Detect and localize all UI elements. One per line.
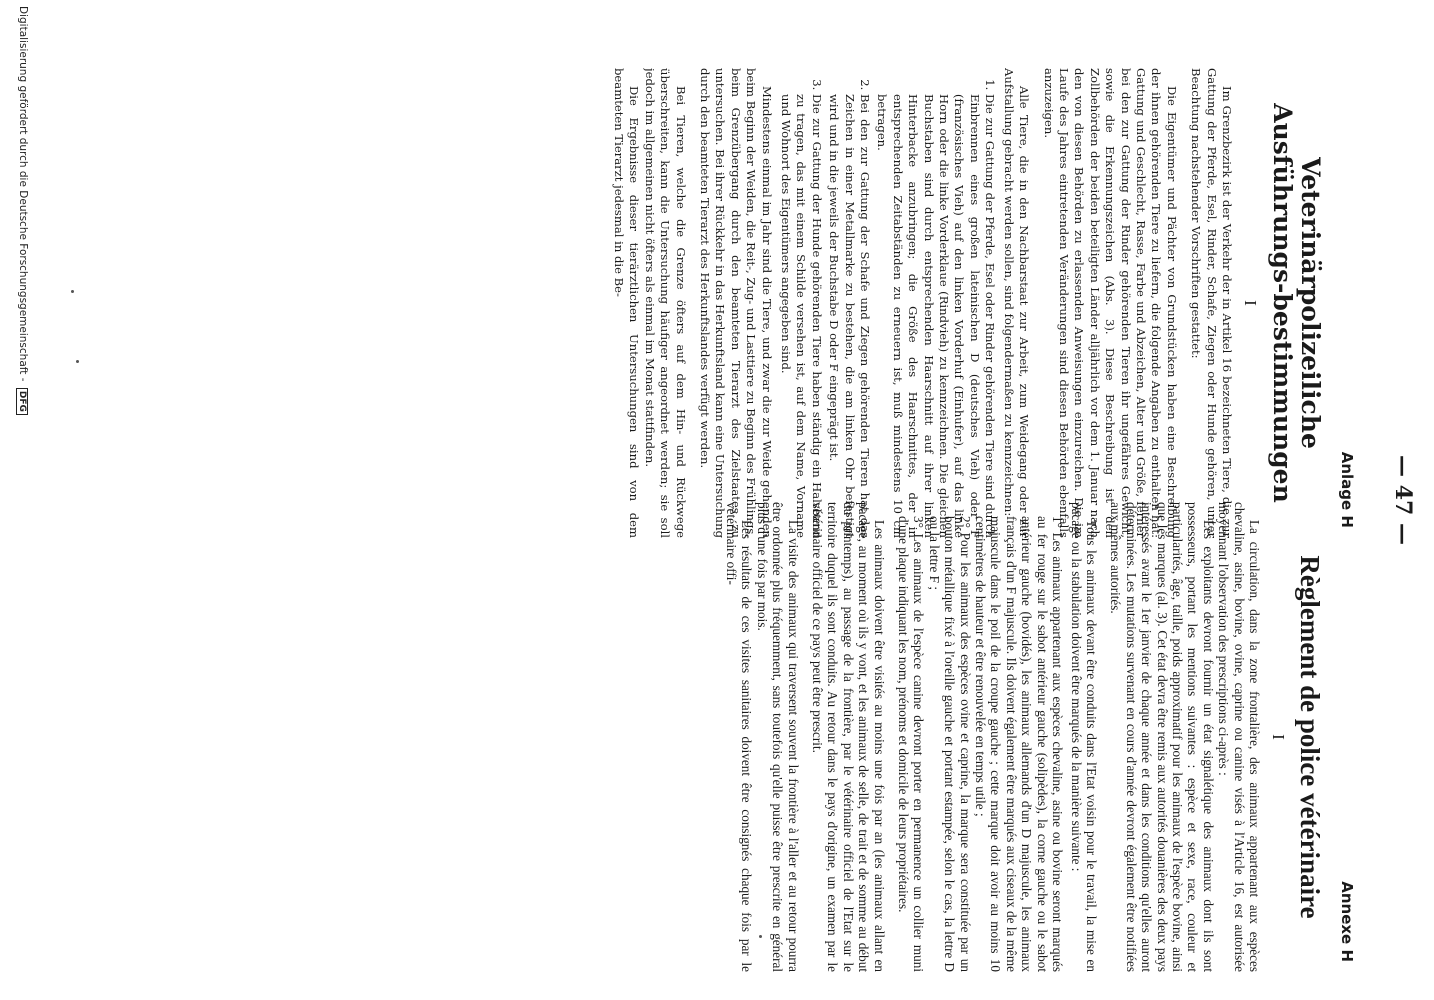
french-list-item: 1° Les animaux appartenant aux espèces chevaline, asine ou bovine seront marqués au fer rouge sur le sabot antérieur gauche (solipèdes), la corne gauche ou le sabot antérieur gauche (bovidés), les animaux allemands d'un D majuscule, les animaux français d'un F majuscule. Ils doivent également être marqués aux ciseaux de la même majuscule dans le poil de la croupe gauche ; cette marque doit avoir au moins 10 centimètres de hauteur et être renouvelée en temps utile ; [973,516,1066,972]
footer-text: Digitalisierung gefördert durch die Deutsche Forschungsgemeinschaft - [17,6,29,382]
french-paragraph: Les animaux doivent être visités au moins une fois par an (les animaux allant en pacage, au moment où ils y vont, et les animaux de selle, de trait et de somme au début du printemps), au passage de la frontière, par le vétérinaire officiel de l'Etat sur le territoire duquel ils sont conduits. Au retour dans le pays d'origine, un examen par le vétérinaire officiel de ce pays peut être prescrit. [810,502,887,972]
german-paragraph: Im Grenzbezirk ist der Verkehr der in Artikel 16 bezeichneten Tiere, die zur Gattung der Pferde, Esel, Rinder, Schafe, Ziegen oder Hunde gehören, unter Beachtung nachstehender Vorschriften gestattet: [1189,68,1234,538]
german-column [326,68,1356,538]
french-paragraph: Les exploitants devront fournir un état signalétique des animaux dont ils sont possesseurs, portant les mentions suivantes : espèce et sexe, race, couleur et particularités, âge, taille, poids approximatif pour les animaux de l'espèce bovine, ainsi que les marques (al. 3). Cet état devra être remis aux autorités douanières des deux pays intéressés avant le 1er janvier de chaque année et dans les conditions qu'elles auront déterminées. Les mutations survenant en cours d'année devront également être notifiées aux mêmes autorités. [1108,502,1216,972]
scan-speck [76,360,79,363]
german-list-item: 3. Die zur Gattung der Hunde gehörenden Tiere haben ständig ein Halsband zu tragen, das mit einem Schilde versehen ist, auf dem Name, Vorname und Wohnort des Eigentümers angegeben sind. [778,94,824,538]
digitization-footer [16,6,29,996]
page-number: — 47 — [1390,455,1416,545]
french-column [326,502,1356,972]
scan-speck [71,290,74,293]
german-annex-label: Anlage H [1338,451,1356,528]
dfg-logo: DFG [16,388,28,415]
german-paragraph: Die Ergebnisse dieser tierärztlichen Untersuchungen sind von dem beamteten Tierarzt jedesmal in die Be- [611,68,642,538]
french-list-item: 3° Les animaux de l'espèce canine devront porter en permanence un collier muni d'une plaque indiquant les nom, prénoms et domicile de leurs propriétaires. [896,516,927,972]
french-paragraph: La circulation, dans la zone frontalière, des animaux appartenant aux espèces chevaline, asine, bovine, ovine, caprine ou canine visés à l'Article 16, est autorisée moyennant l'observation des prescriptions ci-après : [1216,502,1262,972]
french-paragraph: La visite des animaux qui traversent souvent la frontière à l'aller et au retour pourra être ordonnée plus fréquemment, sans toutefois qu'elle puisse être prescrite en général plus d'une fois par mois. [754,502,801,972]
french-annex-label: Annexe H [1338,881,1356,962]
german-paragraph: Alle Tiere, die in den Nachbarstaat zur Arbeit, zum Weidegang oder zur Aufstallung gebracht werden sollen, sind folgendermaßen zu kennzeichnen: [1001,68,1032,538]
german-list-item: 2. Bei den zur Gattung der Schafe und Ziegen gehörenden Tieren hat das Zeichen in einer Metallmarke zu bestehen, die am linken Ohr befestigt wird und in die jeweils der Buchstabe D oder F eingeprägt ist. [826,94,872,538]
french-title: Règlement de police vétérinaire [1295,555,1325,919]
german-paragraph: Die Eigentümer und Pächter von Grundstücken haben eine Beschreibung der ihnen gehörenden Tiere zu liefern, die folgende Angaben zu enthalten hat: Gattung und Geschlecht, Rasse, Farbe und Abzeichen, Alter und Größe, ferner bei den zur Gattung der Rinder gehörenden Tieren ihr ungefähres Gewicht, sowie die Erkennungszeichen (Abs. 3). Diese Beschreibung ist den Zollbehörden der beiden beteiligten Länder alljährlich vor dem 1. Januar nach den von diesen Behörden zu erlassenden Anweisungen einzureichen. Die im Laufe des Jahres eintretenden Veränderungen sind diesen Behörden ebenfalls anzuzeigen. [1041,68,1179,538]
german-paragraph: Mindestens einmal im Jahr sind die Tiere, und zwar die zur Weide gehenden beim Beginn der Weiden, die Reit-, Zug- und Lasttiere zu Beginn des Frühlings, beim Grenzübergang durch den beamteten Tierarzt des Zielstaates zu untersuchen. Bei ihrer Rückkehr in das Herkunftsland kann eine Untersuchung durch den beamteten Tierarzt des Herkunftslandes verfügt werden. [698,68,774,538]
german-title: Veterinärpolizeiliche Ausführungs-bestimmungen [1268,103,1325,503]
german-paragraph: Bei Tieren, welche die Grenze öfters auf dem Hin- und Rückwege überschreiten, kann die Untersuchung häufiger angeordnet werden; sie soll jedoch im allgemeinen nicht öfters als einmal im Monat stattfinden. [642,68,688,538]
french-section-number: I [1269,734,1288,740]
german-section-number: I [1241,300,1260,306]
french-paragraph: Les résultats de ces visites sanitaires doivent être consignés chaque fois par le vétérinaire offi- [724,502,755,972]
french-paragraph: Tous les animaux devant être conduits dans l'Etat voisin pour le travail, la mise en pacage ou la stabulation doivent être marqués de la manière suivante : [1068,502,1099,972]
french-list-item: 2° Pour les animaux des espèces ovine et caprine, la marque sera constituée par un bouton métallique fixé à l'oreille gauche et portant estampée, selon le cas, la lettre D ou la lettre F ; [926,516,973,972]
german-list-item: 1. Die zur Gattung der Pferde, Esel oder Rinder gehörenden Tiere sind durch Einbrennen eines großen lateinischen D (deutsches Vieh) oder F (französisches Vieh) auf den linken Vorderhuf (Einhufer), auf das linke Horn oder die linke Vorderklaue (Rindvieh) zu kennzeichnen. Die gleichen Buchstaben sind durch entsprechenden Haarschnitt auf ihrer linken Hinterbacke anzubringen; die Größe des Haarschnittes, der in entsprechenden Zeitabständen zu erneuern ist, muß mindestens 10 cm betragen. [874,94,997,538]
scan-speck [759,935,762,938]
